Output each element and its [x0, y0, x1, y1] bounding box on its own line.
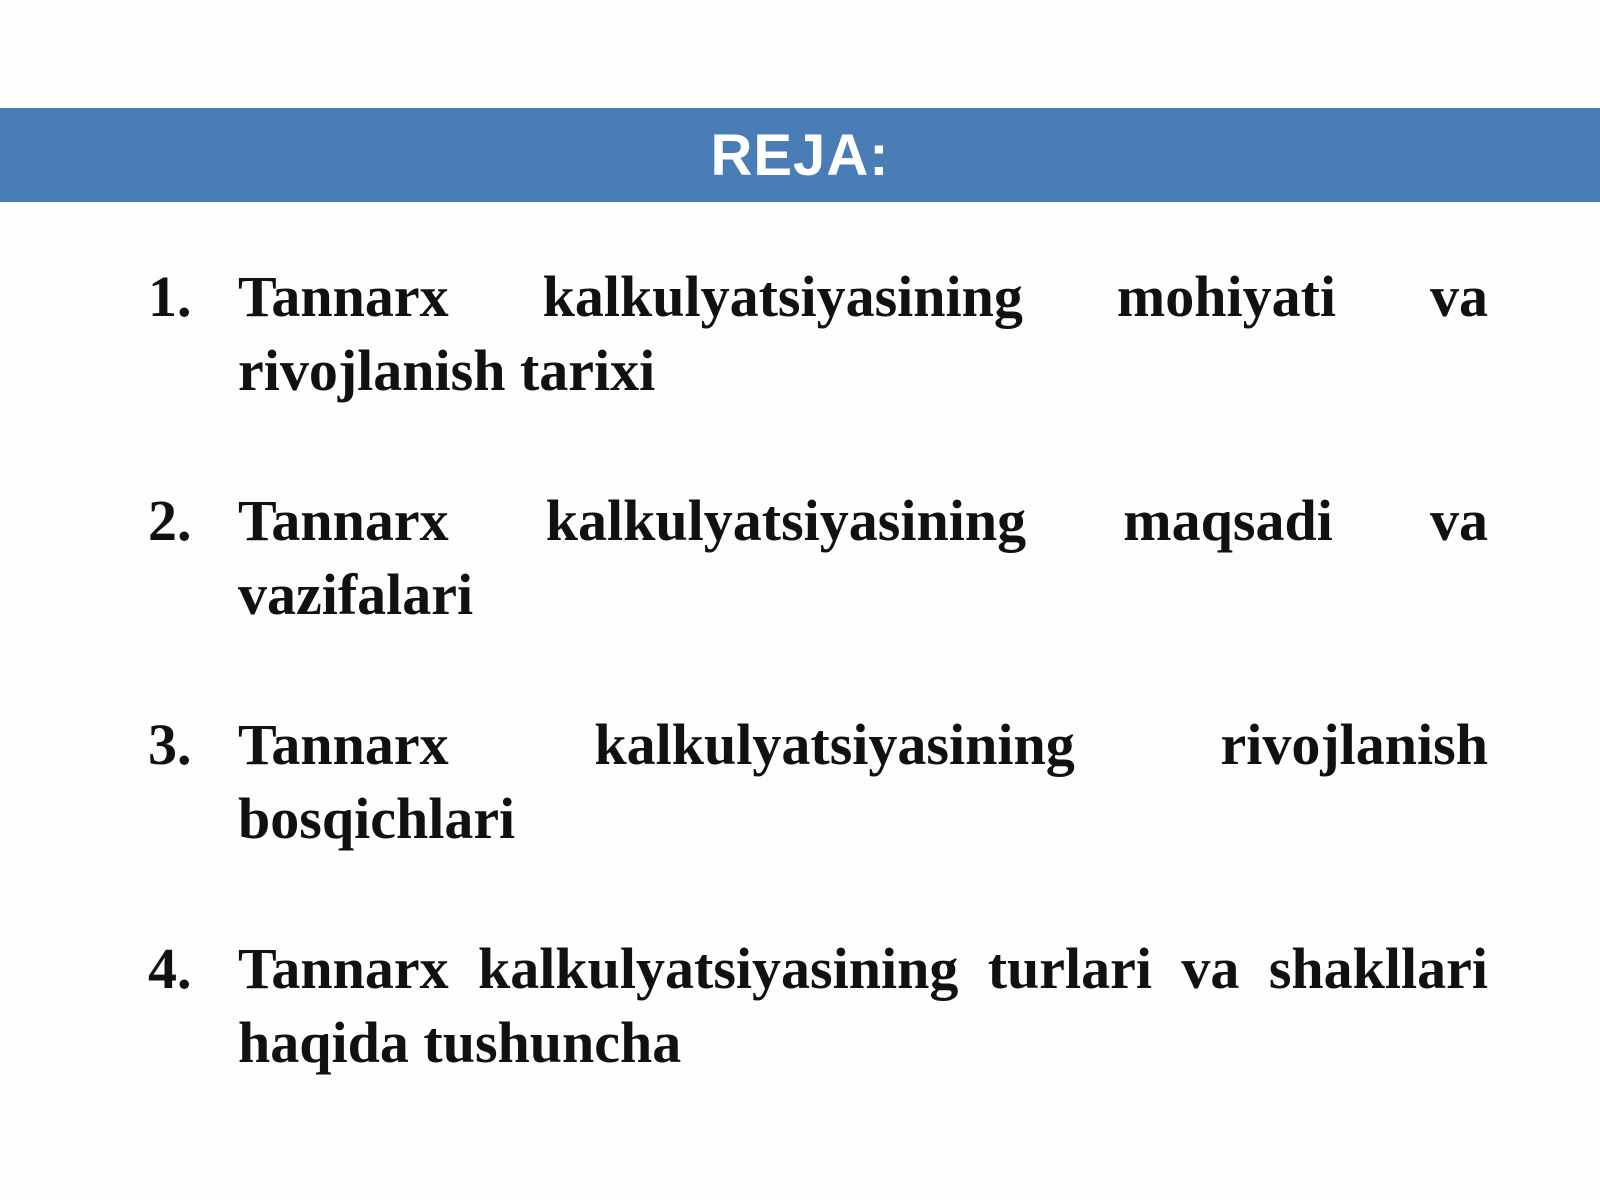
plan-item-number: 4. — [148, 936, 192, 1001]
plan-item-number: 2. — [148, 488, 192, 553]
plan-item-number: 3. — [148, 712, 192, 777]
page-title: REJA: — [710, 122, 890, 188]
plan-item-text: Tannarx kalkulyatsiyasining maqsadi va vazifalari — [238, 488, 1488, 627]
plan-item-text: Tannarx kalkulyatsiyasining mohiyati va rivojlanish tarixi — [238, 264, 1488, 403]
plan-item-text: Tannarx kalkulyatsiyasining turlari va shakllari haqida tushuncha — [238, 936, 1488, 1075]
plan-item-number: 1. — [148, 264, 192, 329]
plan-item-text: Tannarx kalkulyatsiyasining rivojlanish bosqichlari — [238, 712, 1488, 851]
